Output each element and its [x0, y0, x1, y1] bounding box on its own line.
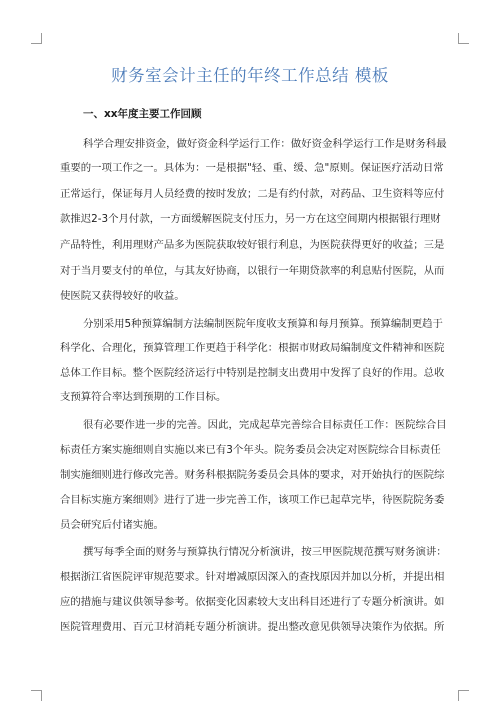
paragraph-line: 重要的一项工作之一。具体为：一是根据"轻、重、缓、急"原则。保证医疗活动日常 [60, 162, 444, 174]
paragraph-line: 对于当月要支付的单位，与其友好协商，以银行一年期贷款率的利息贴付医院，从而 [60, 265, 445, 277]
paragraph-line: 科学合理安排资金，做好资金科学运行工作：做好资金科学运行工作是财务科最 [83, 138, 447, 150]
paragraph-line: 款推迟2-3个月付款，一方面缓解医院支付压力，另一方在这空间期内根据银行理财 [60, 213, 441, 225]
paragraph-line: 支预算符合率达到预期的工作目标。 [60, 391, 227, 403]
crop-mark-top-right [458, 33, 469, 44]
paragraph-line: 员会研究后付诸实施。 [60, 519, 164, 531]
paragraph-line: 标责任方案实施细则自实施以来已有3个年头。院务委员会决定对医院综合目标责任 [60, 444, 441, 456]
paragraph-line: 根据浙江省医院评审规范要求。针对增减原因深入的查找原因并加以分析，并提出相 [60, 571, 445, 583]
paragraph-line: 很有必要作进一步的完善。因此，完成起草完善综合目标责任工作：医院综合目 [83, 419, 447, 431]
document-title: 财务室会计主任的年终工作总结 模板 [111, 66, 389, 85]
paragraph-line: 医院管理费用、百元卫材消耗专题分析演讲。提出整改意见供领导决策作为依据。所 [60, 621, 445, 633]
crop-mark-bottom-right [458, 690, 469, 701]
paragraph-line: 撰写每季全面的财务与预算执行情况分析演讲，按三甲医院规范撰写财务演讲： [83, 546, 447, 558]
paragraph-line: 分别采用5种预算编制方法编制医院年度收支预算和每月预算。预算编制更趋于 [83, 318, 443, 330]
crop-mark-top-left [31, 33, 42, 44]
paragraph-line: 制实施细则进行修改完善。财务科根据院务委员会具体的要求，对开始执行的医院综 [60, 469, 445, 481]
paragraph-line: 使医院又获得较好的收益。 [60, 290, 185, 302]
paragraph-line: 正常运行，保证每月人员经费的按时发放；二是有约付款，对药品、卫生资料等应付 [60, 188, 445, 200]
paragraph-line: 科学化、合理化，预算管理工作更趋于科学化：根据市财政局编制度文件精神和医院 [60, 342, 445, 354]
paragraph-line: 总体工作目标。整个医院经济运行中特别是控制支出费用中发挥了良好的作用。总收 [60, 367, 445, 379]
paragraph-line: 产品特性，利用理财产品多为医院获取较好银行利息，为医院获得更好的收益；三是 [60, 239, 445, 251]
section-heading: 一、xx年度主要工作回顾 [83, 108, 202, 120]
paragraph-line: 应的措施与建议供领导参考。依据变化因素较大支出科目还进行了专题分析演讲。如 [60, 596, 445, 608]
crop-mark-bottom-left [31, 690, 42, 701]
paragraph-line: 合目标实施方案细则》进行了进一步完善工作，该项工作已起草完毕，待医院院务委 [60, 494, 445, 506]
